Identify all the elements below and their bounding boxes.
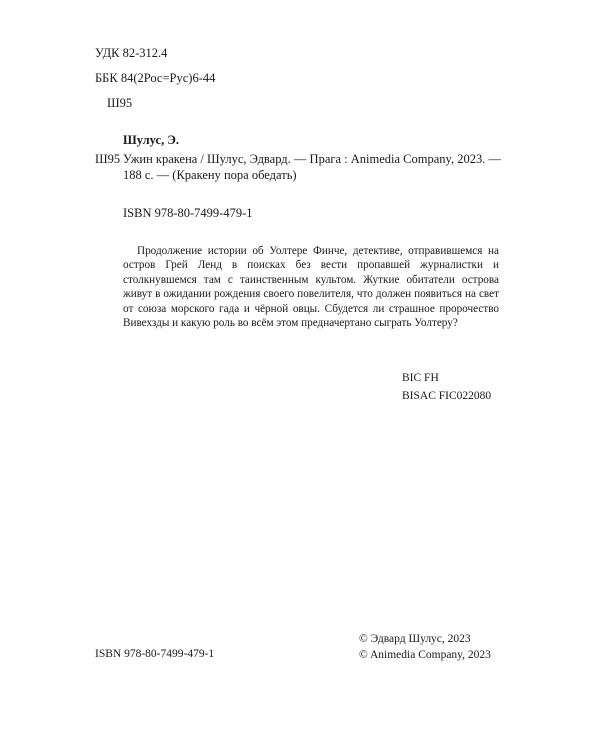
record-author: Шулус, Э.: [123, 133, 179, 147]
author-mark: Ш95: [107, 96, 133, 110]
copyright-block: [359, 631, 491, 663]
udk-code: УДК 82-312.4: [95, 46, 168, 60]
record-description-line-2: 188 с. — (Кракену пора обедать): [123, 168, 297, 182]
copyright-author: © Эдвард Шулус, 2023: [359, 633, 471, 645]
record-isbn: ISBN 978-80-7499-479-1: [123, 206, 253, 220]
record-description-line-1: Ужин кракена / Шулус, Эдвард. — Прага : Animedia Company, 2023. —: [123, 152, 501, 166]
record-author-mark: Ш95: [95, 152, 121, 166]
book-annotation: Продолжение истории об Уолтере Финче, детективе, отправившемся на остров Грей Ленд в поисках без вести пропавшей журналистки и столкнувшемся там с таинственным культом. Жуткие обитатели острова живут в ожидании рождения своего повелителя, что должен появиться на свет от союза морского гада и чёрной овцы. Сбудется ли страшное пророчество Вивехзды и какую роль во всём этом предначертано сыграть Уолтеру?: [123, 245, 499, 330]
bbk-code: ББК 84(2Рос=Рус)6-44: [95, 71, 216, 85]
footer-isbn: ISBN 978-80-7499-479-1: [95, 648, 215, 660]
bisac-code: BISAC FIC022080: [402, 390, 492, 402]
bic-code: BIC FH: [402, 372, 439, 384]
subject-codes: [402, 369, 491, 405]
copyright-publisher: © Animedia Company, 2023: [359, 649, 491, 661]
